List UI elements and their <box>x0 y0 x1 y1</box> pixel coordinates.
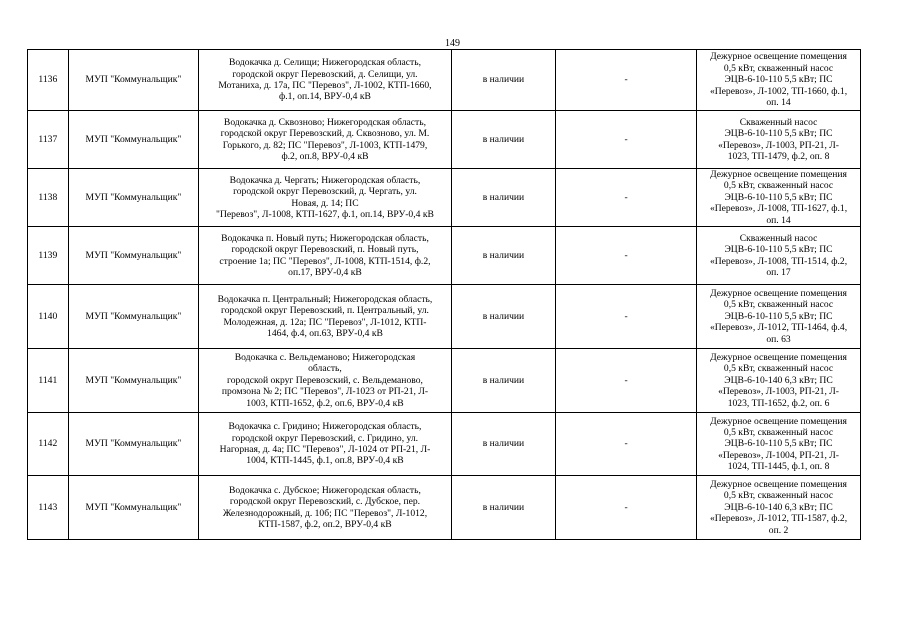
object-description-cell <box>199 413 452 476</box>
object-description-line: Нагорная, д. 4а; ПС "Перевоз", Л-1024 от РП-21, Л- <box>219 444 431 456</box>
object-description-cell <box>199 169 452 227</box>
equipment-description-line: оп. 17 <box>766 266 791 278</box>
object-description-cell <box>199 50 452 111</box>
page-number: 149 <box>445 38 460 49</box>
equipment-description-line: ЭЦВ-6-10-110 5,5 кВт; ПС <box>724 74 833 86</box>
row-number-cell: 1141 <box>28 349 69 413</box>
equipment-description-line: ЭЦВ-6-10-110 5,5 кВт; ПС <box>724 128 833 140</box>
empty-value-cell: - <box>556 111 697 169</box>
equipment-description-line: 1024, ТП-1445, ф.1, оп. 8 <box>727 461 830 473</box>
object-description-cell <box>199 227 452 285</box>
row-number-cell: 1137 <box>28 111 69 169</box>
object-description-cell <box>199 111 452 169</box>
object-description-line: Молодежная, д. 12а; ПС "Перевоз", Л-1012, КТП- <box>223 316 427 328</box>
equipment-description-line: «Перевоз», Л-1008, ТП-1627, ф.1, <box>709 203 848 215</box>
table-row <box>28 413 861 476</box>
organization-cell: МУП "Коммунальщик" <box>68 349 198 413</box>
empty-value-cell: - <box>556 413 697 476</box>
organization-cell: МУП "Коммунальщик" <box>68 227 198 285</box>
organization-cell: МУП "Коммунальщик" <box>68 476 198 540</box>
empty-value-cell: - <box>556 349 697 413</box>
empty-value-cell: - <box>556 50 697 111</box>
registry-table-body <box>28 50 861 540</box>
row-number-cell: 1139 <box>28 227 69 285</box>
organization-cell: МУП "Коммунальщик" <box>68 413 198 476</box>
registry-table <box>27 49 861 540</box>
availability-status-cell: в наличии <box>451 111 555 169</box>
object-description-line: 1004, КТП-1445, ф.1, оп.8, ВРУ-0,4 кВ <box>246 455 404 467</box>
object-description-line: Водокачка с. Гридино; Нижегородская область, <box>228 421 422 433</box>
equipment-description-line: 1023, ТП-1479, ф.2, оп. 8 <box>727 150 830 162</box>
equipment-description-line: 0,5 кВт, скваженный насос <box>723 180 834 192</box>
object-description-line: городской округ Перевозский, д. Сквозново, ул. М. <box>220 128 430 140</box>
equipment-description-cell <box>697 227 861 285</box>
object-description-cell <box>199 285 452 349</box>
equipment-description-line: «Перевоз», Л-1002, ТП-1660, ф.1, <box>709 85 848 97</box>
equipment-description-line: оп. 14 <box>766 214 791 226</box>
availability-status-cell: в наличии <box>451 227 555 285</box>
equipment-description-line: «Перевоз», Л-1003, РП-21, Л- <box>718 139 839 151</box>
equipment-description-line: ЭЦВ-6-10-140 6,3 кВт; ПС <box>724 501 833 513</box>
equipment-description-line: Дежурное освещение помещения <box>710 352 847 364</box>
availability-status-cell: в наличии <box>451 285 555 349</box>
object-description-line: область, <box>308 363 342 375</box>
empty-value-cell: - <box>556 476 697 540</box>
equipment-description-line: Скваженный насос <box>739 116 818 128</box>
object-description-line: Водокачка д. Сквозново; Нижегородская область, <box>223 116 427 128</box>
availability-status-cell: в наличии <box>451 476 555 540</box>
equipment-description-cell <box>697 476 861 540</box>
table-row <box>28 111 861 169</box>
equipment-description-line: 0,5 кВт, скваженный насос <box>723 490 834 502</box>
organization-cell: МУП "Коммунальщик" <box>68 169 198 227</box>
object-description-line: "Перевоз", Л-1008, КТП-1627, ф.1, оп.14, ВРУ-0,4 кВ <box>216 208 434 220</box>
table-row <box>28 476 861 540</box>
equipment-description-cell <box>697 169 861 227</box>
equipment-description-line: 0,5 кВт, скваженный насос <box>723 363 834 375</box>
object-description-line: КТП-1587, ф.2, оп.2, ВРУ-0,4 кВ <box>258 518 392 530</box>
object-description-line: городской округ Перевозский, д. Чергать, ул. <box>233 186 417 198</box>
row-number-cell: 1140 <box>28 285 69 349</box>
equipment-description-line: «Перевоз», Л-1012, ТП-1587, ф.2, <box>709 513 848 525</box>
table-row <box>28 50 861 111</box>
object-description-cell <box>199 349 452 413</box>
object-description-line: оп.17, ВРУ-0,4 кВ <box>288 266 362 278</box>
equipment-description-line: «Перевоз», Л-1003, РП-21, Л- <box>718 386 839 398</box>
table-row <box>28 349 861 413</box>
availability-status-cell: в наличии <box>451 349 555 413</box>
organization-cell: МУП "Коммунальщик" <box>68 285 198 349</box>
empty-value-cell: - <box>556 169 697 227</box>
equipment-description-line: ЭЦВ-6-10-140 6,3 кВт; ПС <box>724 374 833 386</box>
object-description-line: строение 1а; ПС "Перевоз", Л-1008, КТП-1514, ф.2, <box>219 255 431 267</box>
object-description-line: ф.1, оп.14, ВРУ-0,4 кВ <box>279 91 371 103</box>
equipment-description-line: ЭЦВ-6-10-110 5,5 кВт; ПС <box>724 191 833 203</box>
row-number-cell: 1143 <box>28 476 69 540</box>
object-description-line: городской округ Перевозский, п. Новый путь, <box>231 244 419 256</box>
equipment-description-line: 0,5 кВт, скваженный насос <box>723 426 834 438</box>
empty-value-cell: - <box>556 285 697 349</box>
availability-status-cell: в наличии <box>451 50 555 111</box>
table-row <box>28 227 861 285</box>
equipment-description-line: оп. 63 <box>766 333 791 345</box>
equipment-description-line: ЭЦВ-6-10-110 5,5 кВт; ПС <box>724 438 833 450</box>
row-number-cell: 1142 <box>28 413 69 476</box>
row-number-cell: 1136 <box>28 50 69 111</box>
equipment-description-line: Дежурное освещение помещения <box>710 288 847 300</box>
equipment-description-line: 0,5 кВт, скваженный насос <box>723 299 834 311</box>
equipment-description-line: Скваженный насос <box>739 232 818 244</box>
equipment-description-line: Дежурное освещение помещения <box>710 51 847 63</box>
object-description-line: Водокачка с. Дубское; Нижегородская область, <box>229 484 421 496</box>
object-description-line: городской округ Перевозский, п. Центральный, ул. <box>221 305 429 317</box>
object-description-line: Горького, д. 82; ПС "Перевоз", Л-1003, КТП-1479, <box>222 139 428 151</box>
object-description-line: Водокачка с. Вельдеманово; Нижегородская <box>234 352 416 364</box>
equipment-description-line: 1023, ТП-1652, ф.2, оп. 6 <box>727 397 830 409</box>
object-description-line: Водокачка п. Новый путь; Нижегородская область, <box>221 232 429 244</box>
equipment-description-cell <box>697 111 861 169</box>
object-description-line: 1464, ф.4, оп.63, ВРУ-0,4 кВ <box>267 327 383 339</box>
equipment-description-line: Дежурное освещение помещения <box>710 415 847 427</box>
equipment-description-line: 0,5 кВт, скваженный насос <box>723 62 834 74</box>
object-description-line: городской округ Перевозский, с. Вельдеманово, <box>227 374 423 386</box>
object-description-line: городской округ Перевозский, д. Селищи, ул. <box>232 68 418 80</box>
equipment-description-line: «Перевоз», Л-1012, ТП-1464, ф.4, <box>709 322 848 334</box>
object-description-line: ф.2, оп.8, ВРУ-0,4 кВ <box>281 150 369 162</box>
object-description-line: промзона № 2; ПС "Перевоз", Л-1023 от РП-21, Л- <box>221 386 429 398</box>
equipment-description-line: Дежурное освещение помещения <box>710 479 847 491</box>
equipment-description-line: ЭЦВ-6-10-110 5,5 кВт; ПС <box>724 244 833 256</box>
object-description-line: Железнодорожный, д. 10б; ПС "Перевоз", Л-1012, <box>222 507 428 519</box>
object-description-line: 1003, КТП-1652, ф.2, оп.6, ВРУ-0,4 кВ <box>246 397 404 409</box>
availability-status-cell: в наличии <box>451 413 555 476</box>
equipment-description-cell <box>697 413 861 476</box>
object-description-cell <box>199 476 452 540</box>
equipment-description-line: ЭЦВ-6-10-110 5,5 кВт; ПС <box>724 310 833 322</box>
empty-value-cell: - <box>556 227 697 285</box>
object-description-line: городской округ Перевозский, с. Дубское, пер. <box>229 496 421 508</box>
object-description-line: Мотаниха, д. 17а, ПС "Перевоз", Л-1002, КТП-1660, <box>218 80 432 91</box>
equipment-description-cell <box>697 50 861 111</box>
object-description-line: городской округ Перевозский, с. Гридино, ул. <box>231 432 419 444</box>
object-description-line: Водокачка д. Селищи; Нижегородская область, <box>228 57 421 69</box>
organization-cell: МУП "Коммунальщик" <box>68 111 198 169</box>
equipment-description-line: оп. 14 <box>766 97 791 109</box>
table-row <box>28 169 861 227</box>
organization-cell: МУП "Коммунальщик" <box>68 50 198 111</box>
table-row <box>28 285 861 349</box>
equipment-description-line: «Перевоз», Л-1004, РП-21, Л- <box>718 449 839 461</box>
object-description-line: Водокачка п. Центральный; Нижегородская область, <box>217 293 433 305</box>
object-description-line: Новая, д. 14; ПС <box>291 197 359 209</box>
equipment-description-cell <box>697 349 861 413</box>
row-number-cell: 1138 <box>28 169 69 227</box>
availability-status-cell: в наличии <box>451 169 555 227</box>
equipment-description-line: «Перевоз», Л-1008, ТП-1514, ф.2, <box>709 255 848 267</box>
equipment-description-line: Дежурное освещение помещения <box>710 169 847 180</box>
equipment-description-cell <box>697 285 861 349</box>
object-description-line: Водокачка д. Чергать; Нижегородская область, <box>229 174 421 186</box>
equipment-description-line: оп. 2 <box>768 524 789 536</box>
